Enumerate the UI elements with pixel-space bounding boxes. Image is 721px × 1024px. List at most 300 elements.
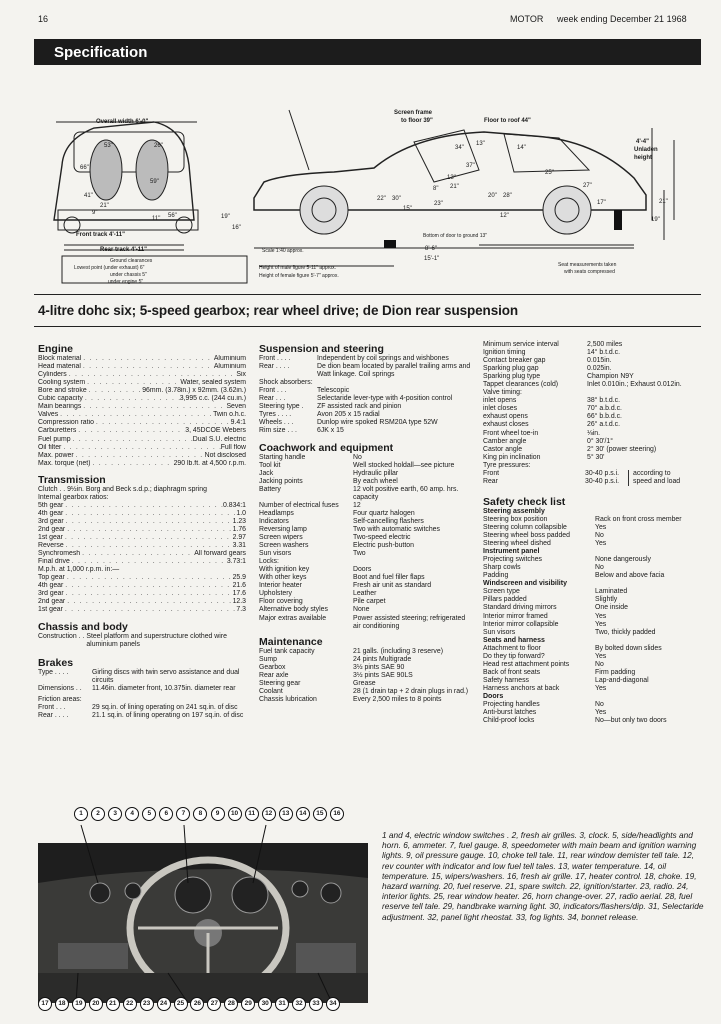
safety-row <box>483 629 701 637</box>
dot-leader <box>64 542 233 550</box>
ground-clearance: under chassis 5" <box>110 272 147 278</box>
spec-value: ⅛in. <box>587 429 601 437</box>
coachwork-row <box>259 534 471 542</box>
spec-key: Screen washers <box>259 542 309 550</box>
safety-row <box>483 540 701 548</box>
spec-key: Synchromesh <box>38 550 81 558</box>
spec-key: Pillars padded <box>483 596 527 604</box>
spec-value: Below and above facia <box>595 572 665 580</box>
spec-value: No—but only two doors <box>595 717 667 725</box>
safety-group-heading: Doors <box>483 692 504 700</box>
male-figure-note: Height of male figure 5-11" approx. <box>259 265 337 271</box>
mph-row <box>38 606 246 614</box>
spec-value: Independent by coil springs and wishbones <box>317 355 449 363</box>
callout-number: 22 <box>123 997 137 1011</box>
engine-row <box>38 371 246 379</box>
spec-key: Tool kit <box>259 461 281 469</box>
steering-spec-list <box>259 403 471 435</box>
tyre-pressure-list <box>483 470 625 486</box>
friction-row <box>38 712 246 720</box>
safety-row <box>483 613 701 621</box>
screen-frame: Screen frame <box>394 110 433 116</box>
engine-row <box>38 411 246 419</box>
safety-group-heading: Seats and harness <box>483 636 545 644</box>
spec-key: Final drive <box>38 558 70 566</box>
spec-value: Avon 205 x 15 radial <box>317 411 380 419</box>
spec-value: 25.9 <box>232 574 246 582</box>
callout-number: 17 <box>38 997 52 1011</box>
dashboard-photo <box>38 803 368 1021</box>
spec-value: 12 volt positive earth, 60 amp. hrs. capacity <box>353 485 459 501</box>
maintenance-row <box>259 672 471 680</box>
coachwork-row <box>259 550 471 558</box>
scale-note: Scale 1:40 approx. <box>262 248 304 254</box>
spec-key: 4th gear <box>38 509 64 517</box>
front-track: Front track 4'-11" <box>76 232 125 238</box>
chassis-heading: Chassis and body <box>38 620 128 633</box>
spec-key: Alternative body styles <box>259 606 328 614</box>
spec-value: No <box>595 660 604 668</box>
spec-value: 7.3 <box>236 606 246 614</box>
spec-key: 2nd gear <box>38 525 66 533</box>
dim-label: 56" <box>168 213 177 219</box>
safety-row <box>483 532 701 540</box>
spec-value: 0.015in. <box>587 357 612 365</box>
spec-value: 6JK x 15 <box>317 427 344 435</box>
spec-value: Yes <box>595 652 607 660</box>
spec-key: With ignition key <box>259 566 310 574</box>
tyre-row <box>483 478 625 486</box>
spec-key: Front . . . . <box>259 355 291 363</box>
spec-value: 11.46in. diameter front, 10.375in. diameter rear <box>92 684 236 692</box>
spec-key: Carburetters <box>38 427 77 435</box>
mph-row <box>38 590 246 598</box>
spec-value: 3,995 c.c. (244 cu.in.) <box>179 395 246 403</box>
callout-number: 21 <box>106 997 120 1011</box>
dot-leader <box>70 558 227 566</box>
spec-key: Attachment to floor <box>483 644 541 652</box>
callout-number: 23 <box>140 997 154 1011</box>
dot-leader <box>80 550 194 558</box>
transmission-row <box>38 502 246 510</box>
spec-value: Leather <box>353 590 377 598</box>
spec-key: Indicators <box>259 517 289 525</box>
callout-number: 31 <box>275 997 289 1011</box>
female-figure-note: Height of female figure 5'-7" approx. <box>259 273 339 279</box>
issue-date: week ending December 21 1968 <box>557 14 687 24</box>
engine-row <box>38 419 246 427</box>
spec-value: 21.1 sq.in. of lining operating on 197 sq.in. of disc <box>92 711 244 719</box>
spec-key: Rear . . . . <box>259 363 290 371</box>
spec-key: Chassis lubrication <box>259 695 317 703</box>
spec-value: Two-speed electric <box>353 534 411 542</box>
maintenance-row <box>259 680 471 688</box>
spec-value: Electric push-button <box>353 542 414 550</box>
spec-key: Valves <box>38 411 59 419</box>
dim-label: 15" <box>403 206 412 212</box>
transmission-row <box>38 534 246 542</box>
spec-value: 5° 30' <box>587 453 605 461</box>
spec-key: Number of electrical fuses <box>259 501 339 509</box>
spec-key: Interior mirror framed <box>483 612 548 620</box>
steering-row <box>259 427 471 435</box>
spec-key: Steering box position <box>483 515 548 523</box>
mph-row <box>38 582 246 590</box>
transmission-row <box>38 550 246 558</box>
spec-value: Slightly <box>595 596 618 604</box>
spec-key: exhaust opens <box>483 413 528 421</box>
spec-value: Self-cancelling flashers <box>353 517 424 525</box>
valve-timing-list <box>483 397 701 429</box>
spec-key: Sharp cowls <box>483 564 521 572</box>
brakes-row <box>38 669 246 685</box>
dim-label: 21" <box>659 199 668 205</box>
shock-absorber-row <box>259 387 471 395</box>
transmission-row <box>38 518 246 526</box>
engine-row <box>38 460 246 468</box>
engine-heading: Engine <box>38 343 74 355</box>
service-row <box>483 381 701 389</box>
spec-value: 3, 45DCOE Webers <box>185 427 246 435</box>
dot-leader <box>61 444 220 452</box>
coachwork-row <box>259 510 471 518</box>
spec-value: 12.3 <box>232 598 246 606</box>
spec-key: Steering column collapsible <box>483 523 567 531</box>
spec-key: Standard driving mirrors <box>483 604 557 612</box>
spec-key: 3rd gear <box>38 517 64 525</box>
callout-number: 26 <box>190 997 204 1011</box>
spec-value: 2.97 <box>232 534 246 542</box>
service-spec-list <box>483 341 701 389</box>
callout-number: 20 <box>89 997 103 1011</box>
seat-note: with seats compressed <box>564 269 615 275</box>
spec-key: Top gear <box>38 574 65 582</box>
safety-row <box>483 524 701 532</box>
spec-key: Projecting handles <box>483 701 540 709</box>
height-label: height <box>634 155 652 161</box>
spec-key: Cooling system <box>38 379 86 387</box>
dot-leader <box>63 582 232 590</box>
spec-value: 3.31 <box>232 542 246 550</box>
spec-value: Yes <box>595 684 607 692</box>
spec-key: Sparking plug type <box>483 373 541 381</box>
coachwork-row <box>259 526 471 534</box>
spec-value: By each wheel <box>353 477 398 485</box>
safety-row <box>483 717 701 725</box>
spec-value: 21 galls. (including 3 reserve) <box>353 647 444 655</box>
spec-key: Interior heater <box>259 582 302 590</box>
column-1 <box>38 345 246 720</box>
callout-number: 33 <box>309 997 323 1011</box>
geometry-row <box>483 446 701 454</box>
spec-value: No <box>595 564 604 572</box>
height-label: 4'-4" <box>636 139 649 145</box>
seat-note: Seat measurements taken <box>558 262 617 268</box>
dim-label: 9" <box>92 210 98 216</box>
spec-key: Screen wipers <box>259 534 303 542</box>
dot-leader <box>63 534 233 542</box>
safety-row <box>483 588 701 596</box>
spec-value: 0.025in. <box>587 365 612 373</box>
friction-row <box>38 704 246 712</box>
dim-label: 23" <box>434 201 443 207</box>
spec-value: 0.834:1 <box>223 501 246 509</box>
callout-number: 24 <box>157 997 171 1011</box>
engine-row <box>38 379 246 387</box>
divider <box>34 294 701 295</box>
screen-frame: to floor 39" <box>401 118 433 124</box>
spec-value: Selectaride lever-type with 4-position control <box>317 395 453 403</box>
spec-key: Rim size . . . <box>259 427 297 435</box>
spec-key: Front <box>483 469 500 477</box>
spec-key: Fuel tank capacity <box>259 647 315 655</box>
spec-key: Reversing lamp <box>259 525 307 533</box>
dim-label: 8" <box>433 186 439 192</box>
spec-key: Head rest attachment points <box>483 660 570 668</box>
spec-value: 9.4:1 <box>230 419 246 427</box>
photo-caption: 1 and 4, electric window switches . 2, fresh air grilles. 3, clock. 5, side/headlights and horn. 6, ammeter. 7, fuel gauge. 8, speedometer with main beam and ignition warning lights. 9, oil pressure gauge. 10, choke tell tale. 11, rear window demister tell tale. 12, rev counter with indicator and low fuel tell tales. 13, water temperature. 14, oil temperature. 15, wipers/washers. 16, fresh air grille. 17, heater control. 18, choke. 19, hazard warning. 20, fuel reserve. 21, spare switch. 22, ignition/starter. 23, radio. 24, interior lights. 25, rear window heater. 26, horn change-over. 27, radio aerial. 28, fuel reserve tell tale. 29, handbrake warning light. 30, indicators/flashers/dip. 31, Selectaride adjustment. 32, panel light rheostat. 33, fog lights. 34, bonnet release. <box>382 830 704 922</box>
spec-key: Do they tip forward? <box>483 652 545 660</box>
dim-label: 27" <box>583 183 592 189</box>
engine-row <box>38 436 246 444</box>
callout-number: 8 <box>193 807 207 821</box>
spec-value: 29 sq.in. of lining operating on 241 sq.in. of disc <box>92 703 238 711</box>
spec-key: Harness anchors at back <box>483 684 560 692</box>
spec-value: Champion N9Y <box>587 373 634 381</box>
dot-leader <box>64 518 233 526</box>
spec-key: Camber angle <box>483 437 527 445</box>
spec-key: Compression ratio <box>38 419 94 427</box>
spec-key: Sparking plug gap <box>483 365 539 373</box>
coachwork-row <box>259 502 471 510</box>
geometry-spec-list <box>483 430 701 462</box>
spec-key: Coolant <box>259 687 283 695</box>
callout-number: 18 <box>55 997 69 1011</box>
spec-value: Boot and fuel filler flaps <box>353 574 425 582</box>
spec-value: Yes <box>595 523 607 531</box>
spec-value: No <box>353 453 362 461</box>
spec-key: Reverse <box>38 542 64 550</box>
callout-number: 34 <box>326 997 340 1011</box>
dim-label: 53" <box>104 143 113 149</box>
coachwork-row <box>259 574 471 582</box>
suspension-heading: Suspension and steering <box>259 343 384 355</box>
spec-value: 3½ pints SAE 90LS <box>353 671 413 679</box>
dot-leader <box>81 355 214 363</box>
spec-key: Front . . . <box>38 703 66 711</box>
coachwork-row <box>259 598 471 606</box>
spec-value: Telescopic <box>317 387 350 395</box>
safety-row <box>483 596 701 604</box>
geometry-row <box>483 430 701 438</box>
callout-number: 32 <box>292 997 306 1011</box>
coachwork-row <box>259 582 471 590</box>
spec-key: Rear <box>483 477 498 485</box>
safety-row <box>483 516 701 524</box>
spec-key: Floor covering <box>259 598 303 606</box>
dim-label: 34" <box>455 145 464 151</box>
callout-number: 27 <box>207 997 221 1011</box>
safety-row <box>483 564 701 572</box>
suspension-row <box>259 363 471 379</box>
engine-row <box>38 427 246 435</box>
mph-spec-list <box>38 574 246 614</box>
callout-number: 30 <box>258 997 272 1011</box>
spec-value: Dunlop wire spoked RSM20A type 52W <box>317 419 438 427</box>
spec-value: No <box>595 532 604 540</box>
dot-leader <box>83 395 180 403</box>
callout-row-top <box>74 807 344 821</box>
height-label: Unladen <box>634 147 658 153</box>
spec-value: By bolted down slides <box>595 644 662 652</box>
spec-key: Rear . . . . <box>38 711 69 719</box>
safety-row <box>483 669 701 677</box>
maintenance-row <box>259 688 471 696</box>
spec-value: Two with automatic switches <box>353 525 440 533</box>
spec-key: Anti-burst latches <box>483 709 537 717</box>
steering-row <box>259 419 471 427</box>
service-row <box>483 349 701 357</box>
spec-key: 3rd gear <box>38 590 64 598</box>
coachwork-row <box>259 470 471 478</box>
spec-value: Two <box>353 550 366 558</box>
spec-key: Back of front seats <box>483 668 541 676</box>
spec-value: Hydraulic pillar <box>353 469 399 477</box>
spec-value: 66° b.b.d.c. <box>587 413 622 421</box>
callout-number: 13 <box>279 807 293 821</box>
spec-key: Block material <box>38 355 82 363</box>
spec-key: King pin inclination <box>483 453 541 461</box>
spec-value: 70° a.b.d.c. <box>587 405 622 413</box>
transmission-row <box>38 526 246 534</box>
maintenance-heading: Maintenance <box>259 635 323 648</box>
spec-value: ZF assisted rack and pinion <box>317 403 402 411</box>
callout-number: 12 <box>262 807 276 821</box>
callout-number: 5 <box>142 807 156 821</box>
gear-ratios-label: Internal gearbox ratios: <box>38 493 109 501</box>
spec-value: 3.73:1 <box>226 558 246 566</box>
safety-row <box>483 661 701 669</box>
dim-label: 37" <box>466 163 475 169</box>
tyre-note: according to speed and load <box>628 470 684 486</box>
suspension-spec-list <box>259 355 471 379</box>
spec-key: Ignition timing <box>483 349 526 357</box>
coachwork-row <box>259 606 471 614</box>
engine-row <box>38 452 246 460</box>
transmission-spec-list <box>38 502 246 566</box>
callout-number: 6 <box>159 807 173 821</box>
safety-row <box>483 709 701 717</box>
dim-label: 30" <box>392 196 401 202</box>
callout-number: 25 <box>174 997 188 1011</box>
spec-value: 30-40 p.s.i. <box>585 469 620 477</box>
safety-row <box>483 677 701 685</box>
service-row <box>483 365 701 373</box>
dim-label: 14" <box>517 145 526 151</box>
engine-row <box>38 355 246 363</box>
page-number: 16 <box>38 14 49 24</box>
spec-key: 1st gear <box>38 606 63 614</box>
spec-key: Max. torque (net) <box>38 459 91 467</box>
dim-label: 66" <box>80 165 89 171</box>
steering-row <box>259 403 471 411</box>
spec-key: Sun visors <box>259 550 292 558</box>
spec-key: Cylinders <box>38 371 67 379</box>
spec-value: Aluminium <box>213 355 246 363</box>
transmission-row <box>38 558 246 566</box>
wheelbase-label: 15'-1" <box>424 256 440 262</box>
maintenance-row <box>259 656 471 664</box>
engine-spec-list <box>38 355 246 468</box>
spec-key: Battery <box>259 485 281 493</box>
dim-label: 21" <box>450 184 459 190</box>
spec-value: Yes <box>595 612 607 620</box>
spec-value: Power assisted steering; refrigerated air conditioning <box>353 614 466 630</box>
dim-label: 19" <box>651 217 660 223</box>
friction-label: Friction areas: <box>38 695 82 703</box>
spec-key: Fuel pump <box>38 435 71 443</box>
service-row <box>483 357 701 365</box>
spec-key: Jack <box>259 469 274 477</box>
spec-value: 0° 30'/1° <box>587 437 613 445</box>
dot-leader <box>63 606 237 614</box>
coachwork-heading: Coachwork and equipment <box>259 441 394 454</box>
callout-number: 19 <box>72 997 86 1011</box>
spec-value <box>351 558 353 566</box>
spec-key: exhaust closes <box>483 421 529 429</box>
coachwork-row <box>259 590 471 598</box>
dim-label: 28" <box>503 193 512 199</box>
spec-value: None <box>353 606 370 614</box>
spec-key: Projecting switches <box>483 556 542 564</box>
callout-number: 4 <box>125 807 139 821</box>
spec-value: Firm padding <box>595 668 636 676</box>
spec-key: inlet opens <box>483 397 517 405</box>
dot-leader <box>81 363 214 371</box>
safety-group-heading: Windscreen and visibility <box>483 580 567 588</box>
callout-number: 29 <box>241 997 255 1011</box>
dot-leader <box>65 598 232 606</box>
spec-key: 2nd gear <box>38 598 66 606</box>
dim-label: 21" <box>100 203 109 209</box>
callout-number: 9 <box>211 807 225 821</box>
coachwork-spec-list <box>259 454 471 631</box>
spec-value: Six <box>236 371 246 379</box>
spec-key: Contact breaker gap <box>483 357 546 365</box>
spec-key: Headlamps <box>259 509 294 517</box>
spec-key: Dimensions . . <box>38 684 82 692</box>
safety-check-list <box>483 508 701 725</box>
spec-key: Padding <box>483 572 509 580</box>
spec-key: 5th gear <box>38 501 64 509</box>
brakes-row <box>38 685 246 693</box>
construction-key: Construction . . <box>38 632 85 640</box>
spec-value: Pile carpet <box>353 598 386 606</box>
spec-key: Steering type . <box>259 403 304 411</box>
transmission-row <box>38 510 246 518</box>
coachwork-row <box>259 518 471 526</box>
mph-label: M.p.h. at 1,000 r.p.m. in:— <box>38 566 120 574</box>
safety-heading: Safety check list <box>483 495 566 508</box>
dot-leader <box>65 526 232 534</box>
engine-row <box>38 395 246 403</box>
spec-value: Aluminium <box>213 363 246 371</box>
spec-key: Max. power <box>38 451 74 459</box>
callout-number: 1 <box>74 807 88 821</box>
coachwork-row <box>259 462 471 470</box>
spec-value: Grease <box>353 679 376 687</box>
spec-value: One inside <box>595 604 628 612</box>
